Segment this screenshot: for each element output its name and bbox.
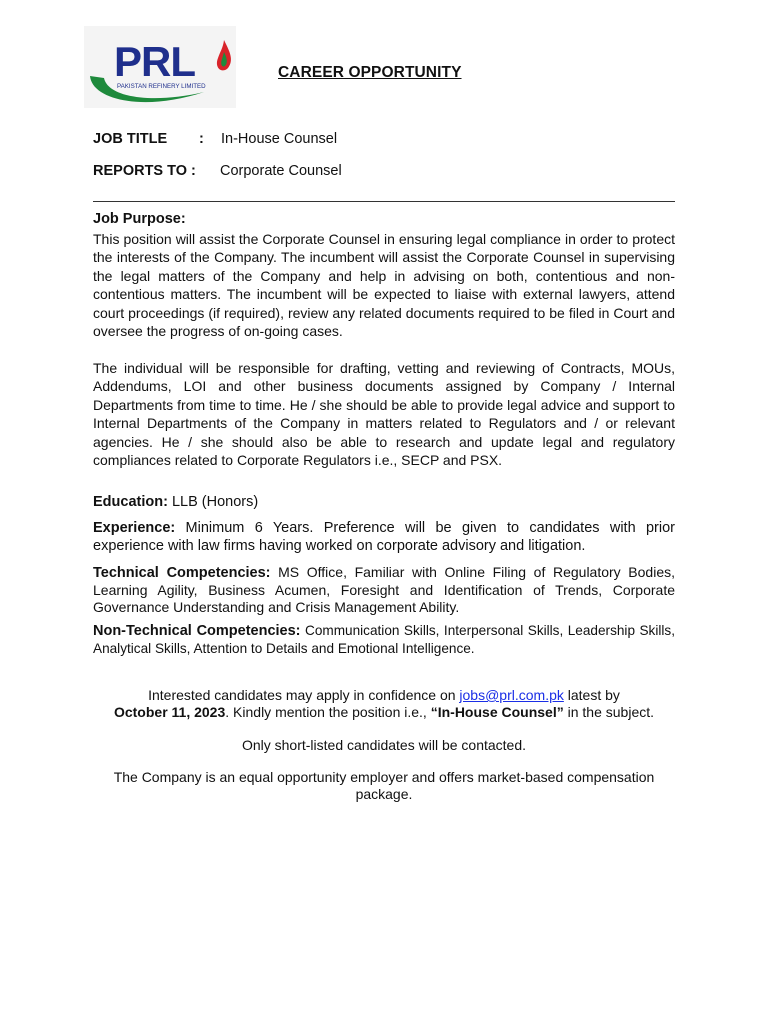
technical-competencies-value: MS Office, Familiar with Online Filing of Regulatory Bodies, Learning Agility, Business Acumen, Foresight and Identification of Trends, Corporate Governance Understanding and Crisis Management Ability. (93, 564, 675, 615)
job-title-value: In-House Counsel (221, 131, 338, 147)
education-section (93, 493, 675, 512)
apply-text-4: in the subject. (563, 703, 655, 720)
deadline-date: October 11, 2023 (113, 703, 226, 720)
reports-to-value: Corporate Counsel (220, 163, 342, 179)
logo-subtitle: PAKISTAN REFINERY LIMITED (117, 83, 206, 90)
reports-to-label: REPORTS TO : (93, 163, 196, 179)
education-label: Education: (93, 494, 168, 510)
shortlist-notice: Only short-listed candidates will be contacted. (241, 737, 527, 753)
job-title-row (93, 131, 338, 147)
page-title: CAREER OPPORTUNITY (278, 64, 462, 81)
apply-text-2: latest by (563, 687, 620, 703)
job-purpose-paragraph-1: This position will assist the Corporate Counsel in ensuring legal compliance in order to protect the interests of the Company. The incumbent will assist the Corporate Counsel in supervising the legal matters of the Company and help in advising on both, contentious and non-contentious matters. The incumbent will be expected to liaise with external lawyers, attend court proceedings (if required), review any related documents required to be filed in Court and oversee the progress of on-going cases. (93, 230, 675, 339)
job-title-separator: : (199, 131, 204, 147)
non-technical-competencies-section (93, 622, 675, 657)
job-purpose-heading: Job Purpose: (93, 211, 186, 227)
technical-competencies-label: Technical Competencies: (93, 565, 271, 581)
apply-text-3: . Kindly mention the position i.e., (225, 703, 431, 720)
divider (93, 201, 675, 202)
non-technical-competencies-label: Non-Technical Competencies: (93, 623, 301, 639)
apply-text-1: Interested candidates may apply in confidence on (148, 687, 460, 703)
equal-opportunity-statement: The Company is an equal opportunity employer and offers market-based compensation package. (113, 769, 655, 802)
experience-label: Experience: (93, 520, 176, 536)
job-title-label: JOB TITLE (93, 131, 168, 147)
experience-value: Minimum 6 Years. Preference will be given to candidates with prior experience with law firms having worked on corporate advisory and litigation. (93, 520, 675, 554)
education-value: LLB (Honors) (167, 494, 259, 510)
job-purpose-paragraph-2: The individual will be responsible for drafting, vetting and reviewing of Contracts, MOUs, Addendums, LOI and other business documents assigned by Company / Internal Departments from time to time. He / she should be able to provide legal advice and support to Internal Departments of the Company in matters related to Regulators and / or relevant agencies. He / she should also be able to research and update legal and regulatory compliances related to Corporate Regulators i.e., SECP and PSX. (93, 359, 675, 468)
email-link[interactable]: jobs@prl.com.pk (459, 687, 564, 703)
prl-logo-graphic (84, 26, 236, 108)
prl-logo (84, 26, 236, 108)
application-instructions (93, 687, 675, 720)
technical-competencies-section (93, 564, 675, 616)
logo-brand: PRL (114, 38, 195, 85)
job-purpose-section (93, 210, 675, 470)
experience-section (93, 520, 675, 555)
non-technical-competencies-value: Communication Skills, Interpersonal Skills, Leadership Skills, Analytical Skills, Attention to Details and Emotional Intelligence. (93, 623, 675, 656)
position-name: “In-House Counsel” (430, 703, 564, 720)
reports-to-row (93, 163, 342, 179)
